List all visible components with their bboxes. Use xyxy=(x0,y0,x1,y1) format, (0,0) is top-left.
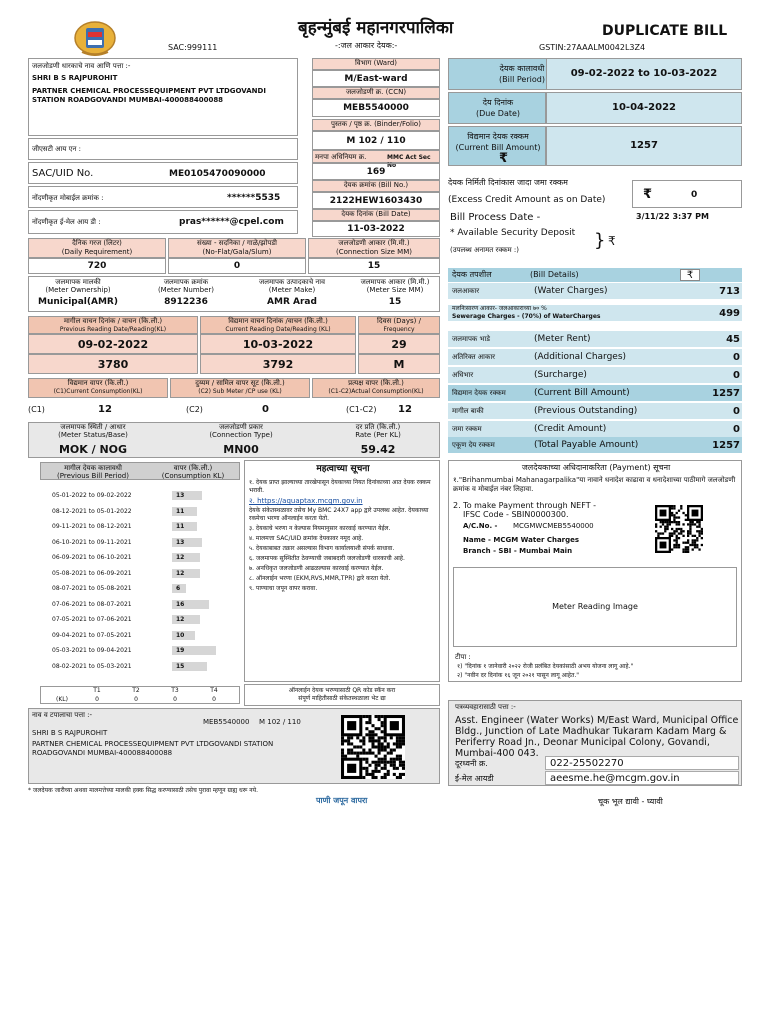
qr-note-strip: ऑनलाईन देयक भरण्यासाठी QR कोड स्कॅन करा संपूर्ण माहितीसाठी संकेतस्थळाला भेट द्या xyxy=(244,684,440,706)
meter-ownership-value: Municipal(AMR) xyxy=(38,297,118,307)
footer-address-box: नाव व टपालाचा पत्ता :- MEB5540000 M 102 / 110 SHRI B S RAJPUROHIT PARTNER CHEMICAL PROCESSEQUIPMENT PVT LTDGOVANDI STATION ROADGOVANDI MUMBAI-400088400088 xyxy=(28,708,440,784)
notice-item: ३. देयकाचे भरणा न केल्यास नियमानुसार कारवाई करण्यात येईल. xyxy=(249,525,391,532)
history-period: 07-05-2021 to 07-06-2021 xyxy=(52,616,132,623)
history-consumption: 13 xyxy=(176,539,185,546)
mobile-value: ******5535 xyxy=(227,193,281,203)
bill-detail-row xyxy=(448,283,742,299)
notice-item: ७. अनधिकृत जलजोडणी आढळल्यास कारवाई करण्यात येईल. xyxy=(249,565,384,572)
rupee-icon: ₹ xyxy=(499,151,509,166)
history-row xyxy=(40,536,240,549)
meter-number-value: 8912236 xyxy=(164,297,208,307)
c1-value: 12 xyxy=(98,404,112,415)
bill-detail-label: अधिभार xyxy=(452,371,474,379)
bill-detail-row xyxy=(448,331,742,347)
due-date-value: 10-04-2022 xyxy=(612,102,676,113)
notice-item: ४. मालमत्ता SAC/UID क्रमांक देयकावर नमूद आहे. xyxy=(249,535,364,542)
history-consumption: 12 xyxy=(176,616,185,623)
mmc-value: 169 xyxy=(366,167,386,177)
notice-title: महत्वाच्या सूचना xyxy=(316,464,370,474)
history-period: 05-01-2022 to 09-02-2022 xyxy=(52,492,132,499)
email-link[interactable]: aeesme.he@mcgm.gov.in xyxy=(550,773,680,784)
history-consumption: 13 xyxy=(176,492,185,499)
tier-label: T2 xyxy=(132,687,140,694)
history-period: 05-08-2021 to 06-09-2021 xyxy=(52,570,132,577)
rupee-icon: ₹ xyxy=(643,187,653,202)
tier-value: 0 xyxy=(134,696,138,703)
history-consumption: 10 xyxy=(176,632,185,639)
bill-detail-label: (Water Charges) xyxy=(534,286,608,296)
notice-item: ९. पाण्याचा जपून वापर करावा. xyxy=(249,585,318,592)
curr-reading-date: 10-03-2022 xyxy=(242,338,314,351)
tier-label: T1 xyxy=(93,687,101,694)
bill-detail-label: जमा रक्कम xyxy=(452,425,482,433)
rupee-icon: ₹ xyxy=(680,269,700,281)
email-box: नोंदणीकृत ई-मेल आय डी : pras******@cpel.com xyxy=(28,210,298,234)
history-period: 08-12-2021 to 05-01-2022 xyxy=(52,508,132,515)
notice-item: देयके संकेतस्थळावर तसेच My BMC 24X7 app द्वारे उपलब्ध आहेत. देयकाच्या रकमेचा भरणा ऑनलाईन करता येतो. xyxy=(249,507,429,522)
history-row xyxy=(40,489,240,502)
meter-size-value: 15 xyxy=(388,297,402,307)
ward-value: M/East-ward xyxy=(344,74,408,84)
bill-period-value: 09-02-2022 to 10-03-2022 xyxy=(570,68,718,79)
bill-detail-value: 1257 xyxy=(712,388,740,399)
days-value: 29 xyxy=(391,338,407,351)
meter-reading-image: Meter Reading Image xyxy=(453,567,737,647)
excess-value: 0 xyxy=(691,190,698,200)
frequency-value: M xyxy=(393,358,405,371)
bill-detail-label: (Credit Amount) xyxy=(534,424,607,434)
tier-value: 0 xyxy=(173,696,177,703)
notice-item: ५. देयकाबाबत तक्रार असल्यास विभाग कार्यालयाशी संपर्क साधावा. xyxy=(249,545,395,552)
bill-detail-label: (Total Payable Amount) xyxy=(534,440,639,450)
notice-panel xyxy=(244,460,440,682)
history-row xyxy=(40,567,240,580)
history-consumption: 11 xyxy=(176,508,185,515)
contact-address: Asst. Engineer (Water Works) M/East Ward, Municipal Office Bldg., Junction of Late Madhukar Tukaram Kadam Marg & Periferry Road Jn., Deonar Municipal Colony, Govandi, Mumbai-400 043. xyxy=(455,715,739,759)
daily-requirement-value: 720 xyxy=(87,261,107,271)
connection-type-value: MN00 xyxy=(223,443,259,456)
prev-reading-date: 09-02-2022 xyxy=(77,338,149,351)
history-row xyxy=(40,582,240,595)
consumer-name: SHRI B S RAJPUROHIT xyxy=(32,74,118,82)
bill-detail-label: जलआकार xyxy=(452,287,480,295)
bill-detail-row xyxy=(448,349,742,365)
notice-item: ६. जलमापक सुस्थितीत ठेवण्याची जबाबदारी जलजोडणी धारकाची आहे. xyxy=(249,555,405,562)
bill-detail-value: 0 xyxy=(733,370,740,381)
errors-note: चूक भूल द्यावी - घ्यावी xyxy=(598,797,663,806)
notice-item: १. देयक प्राप्त झाल्याच्या तारखेपासून देयकाच्या नियत दिनांकाच्या आत देयक रक्कम भरावी. xyxy=(249,479,431,494)
history-period: 09-11-2021 to 08-12-2021 xyxy=(52,523,132,530)
bill-detail-value: 713 xyxy=(719,286,740,297)
bill-no-value: 2122HEW1603430 xyxy=(329,196,423,206)
bill-detail-label: एकूण देय रक्कम xyxy=(452,441,495,449)
current-amount-value: 1257 xyxy=(630,140,658,151)
bill-date-value: 11-03-2022 xyxy=(347,224,405,234)
aquaptax-link[interactable]: २. https://aquaptax.mcgm.gov.in xyxy=(249,497,363,505)
bill-detail-value: 0 xyxy=(733,406,740,417)
disclaimer: * जलदेयक जारीच्या अथवा मालमत्तेच्या मालकी हक्क सिद्ध करण्यासाठी तसेच पुरावा म्हणून ग्राह्य धरू नये. xyxy=(28,787,259,794)
bill-detail-value: 499 xyxy=(719,308,740,319)
connection-size-value: 15 xyxy=(367,261,381,271)
history-consumption: 19 xyxy=(176,647,185,654)
meter-make-value: AMR Arad xyxy=(267,297,317,307)
actual-consumption-value: 12 xyxy=(398,404,412,415)
email-value: pras******@cpel.com xyxy=(179,217,284,227)
history-consumption: 16 xyxy=(176,601,185,608)
history-row xyxy=(40,629,240,642)
payment-panel: जलदेयकाच्या अधिदानाकरिता (Payment) सूचना १."Brihanmumbai Mahanagarpalika"या नावाने धनादेश काढावा व धनादेशाच्या पाठीमागे जलजोडणी क्रमांक व मोबाईल नंबर लिहावा. 2. To make Payment through NEFT - IFSC Code - SBIN0000300. A/C.No. - MCGMWCMEB5540000 Name - MCGM Water Charges Branch - SBI - Mumbai Main Meter Reading Image टीपा : १) "दिनांक १ जानेवारी २०२२ रोजी प्रलंबित देयकांसाठी अभय योजना लागू आहे." २) "नवीन दर दिनांक १६ जून २०२१ पासून लागू आहेत." xyxy=(448,460,742,682)
bill-details-panel: देयक तपशील (Bill Details) ₹ xyxy=(448,268,742,454)
tier-label: T3 xyxy=(171,687,179,694)
sac-uid-value: ME0105470090000 xyxy=(169,169,266,179)
history-row xyxy=(40,644,240,657)
history-row xyxy=(40,551,240,564)
history-row xyxy=(40,520,240,533)
history-consumption: 12 xyxy=(176,570,185,577)
history-consumption: 12 xyxy=(176,554,185,561)
rate-value: 59.42 xyxy=(360,443,396,456)
bill-detail-row xyxy=(448,437,742,453)
bill-detail-row xyxy=(448,421,742,437)
history-consumption: 11 xyxy=(176,523,185,530)
consumer-box: जलजोडणी धारकाचे नाव आणि पत्ता :- SHRI B S RAJPUROHIT PARTNER CHEMICAL PROCESSEQUIPMENT PVT LTDGOVANDI STATION ROADGOVANDI MUMBAI-400088400088 xyxy=(28,58,298,136)
bill-detail-label: (Surcharge) xyxy=(534,370,587,380)
excess-credit-box xyxy=(632,180,742,208)
history-row xyxy=(40,505,240,518)
bill-detail-row xyxy=(448,385,742,401)
history-period: 06-10-2021 to 09-11-2021 xyxy=(52,539,132,546)
notice-item: ८. ऑनलाईन भरणा (EKM,RVS,MMR,TPR) द्वारे करता येतो. xyxy=(249,575,391,582)
payment-qr-code[interactable] xyxy=(655,505,703,553)
history-header: मागील देयक कालावधी (Previous Bill Period) वापर (कि.ली.) (Consumption KL) xyxy=(40,462,240,480)
org-name: बृहन्मुंबई महानगरपालिका xyxy=(298,18,454,38)
bill-detail-label: (Previous Outstanding) xyxy=(534,406,638,416)
bill-detail-label: जलमापक भाडे xyxy=(452,335,490,343)
prev-reading-value: 3780 xyxy=(97,358,129,371)
history-row xyxy=(40,660,240,673)
tier-value: 0 xyxy=(95,696,99,703)
mobile-box: नोंदणीकृत मोबाईल क्रमांक : ******5535 xyxy=(28,186,298,208)
c2-value: 0 xyxy=(262,404,269,415)
curr-reading-value: 3792 xyxy=(262,358,294,371)
gstin: GSTIN:27AAALM0042L3Z4 xyxy=(539,43,646,52)
meter-status-value: MOK / NOG xyxy=(58,443,128,456)
bill-title: DUPLICATE BILL xyxy=(602,23,728,39)
bill-type: -:जल आकार देयक:- xyxy=(335,41,398,50)
history-consumption: 6 xyxy=(176,585,181,592)
tier-value: 0 xyxy=(212,696,216,703)
history-consumption: 15 xyxy=(176,663,185,670)
history-row xyxy=(40,613,240,626)
bill-detail-label: (Additional Charges) xyxy=(534,352,627,362)
bill-detail-value: 0 xyxy=(733,424,740,435)
consumer-address: PARTNER CHEMICAL PROCESSEQUIPMENT PVT LTDGOVANDI STATION ROADGOVANDI MUMBAI-400088400088 xyxy=(32,87,266,104)
bill-detail-label: मागील बाकी xyxy=(452,407,484,415)
rupee-icon: ₹ xyxy=(608,234,616,248)
bill-detail-value: 45 xyxy=(726,334,740,345)
history-period: 08-07-2021 to 05-08-2021 xyxy=(52,585,132,592)
ccn-value: MEB5540000 xyxy=(343,103,409,113)
tier-unit: (KL) xyxy=(56,696,68,703)
bill-detail-row xyxy=(448,403,742,419)
bill-detail-label: विद्यमान देयक रक्कम xyxy=(452,389,506,397)
bill-detail-row xyxy=(448,305,742,321)
slogan: पाणी जपून वापरा xyxy=(316,796,368,805)
gst-box: जीएसटी आय एन : xyxy=(28,138,298,160)
history-period: 09-04-2021 to 07-05-2021 xyxy=(52,632,132,639)
bill-detail-label: मलनिःसारण आकार- जलआकाराच्या ७० % xyxy=(452,305,547,312)
history-row xyxy=(40,598,240,611)
history-period: 06-09-2021 to 06-10-2021 xyxy=(52,554,132,561)
bill-detail-value: 1257 xyxy=(712,440,740,451)
bill-detail-value: 0 xyxy=(733,352,740,363)
bill-detail-label: (Current Bill Amount) xyxy=(534,388,630,398)
contact-box: पत्रव्यवहारासाठी पत्ता :- Asst. Engineer (Water Works) M/East Ward, Municipal Office Bldg., Junction of Late Madhukar Tukaram Kadam Marg & Periferry Road Jn., Deonar Municipal Colony, Govandi, Mumbai-400 043. दूरध्वनी क्र. 022-25502270 ई-मेल आयडी aeesme.he@mcgm.gov.in xyxy=(448,700,742,786)
sac-code: SAC:999111 xyxy=(168,43,218,52)
binder-value: M 102 / 110 xyxy=(346,136,406,146)
history-period: 05-03-2021 to 09-04-2021 xyxy=(52,647,132,654)
sac-uid-box: SAC/UID No. ME0105470090000 xyxy=(28,162,298,184)
phone-value: 022-25502270 xyxy=(550,758,624,769)
tier-label: T4 xyxy=(210,687,218,694)
bill-detail-label: (Meter Rent) xyxy=(534,334,591,344)
bill-detail-label: अतिरिक्त आकार xyxy=(452,353,495,361)
flat-count-value: 0 xyxy=(233,261,241,271)
bill-detail-label: Sewerage Charges - (70%) of WaterCharges xyxy=(452,313,601,320)
footer-qr-code[interactable] xyxy=(341,715,405,779)
mcgm-logo xyxy=(72,18,118,56)
brace-icon: } xyxy=(594,230,606,251)
bill-detail-row xyxy=(448,367,742,383)
history-period: 07-06-2021 to 08-07-2021 xyxy=(52,601,132,608)
history-period: 08-02-2021 to 05-03-2021 xyxy=(52,663,132,670)
process-date: 3/11/22 3:37 PM xyxy=(636,212,709,221)
